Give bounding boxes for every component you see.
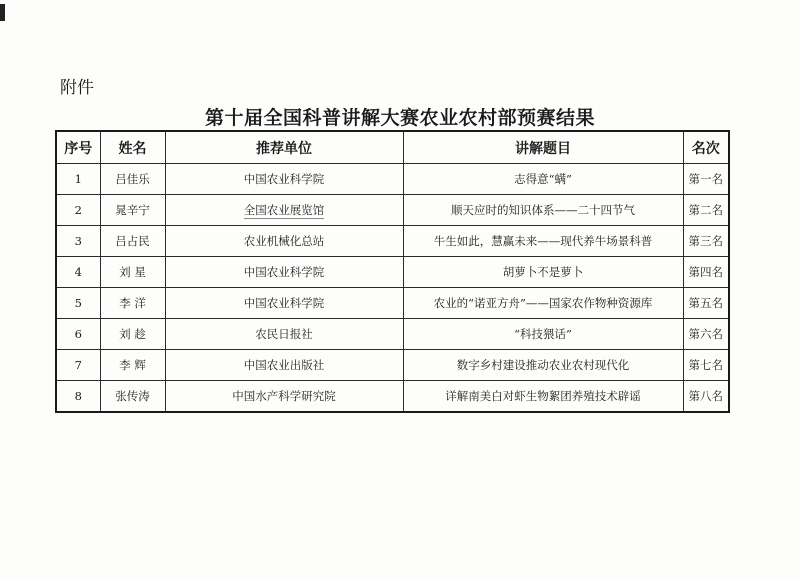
cell-index: 8 bbox=[56, 381, 100, 413]
cell-index: 3 bbox=[56, 226, 100, 257]
cell-rank: 第一名 bbox=[683, 164, 729, 195]
table-body bbox=[56, 164, 729, 413]
attachment-label: 附件 bbox=[60, 78, 94, 98]
cell-rank: 第四名 bbox=[683, 257, 729, 288]
cell-name: 李 辉 bbox=[100, 350, 165, 381]
cell-index: 1 bbox=[56, 164, 100, 195]
cell-rank: 第三名 bbox=[683, 226, 729, 257]
cell-name: 晁辛宁 bbox=[100, 195, 165, 226]
cell-unit bbox=[165, 195, 403, 226]
header-topic: 讲解题目 bbox=[403, 131, 683, 164]
document-title: 第十届全国科普讲解大赛农业农村部预赛结果 bbox=[204, 107, 595, 129]
cell-unit: 中国水产科学研究院 bbox=[165, 381, 403, 413]
cell-rank: 第七名 bbox=[683, 350, 729, 381]
cell-topic: 志得意“螨” bbox=[403, 164, 683, 195]
scan-edge-mark bbox=[0, 4, 5, 21]
cell-topic: 详解南美白对虾生物絮团养殖技术辟谣 bbox=[403, 381, 683, 413]
cell-name: 李 洋 bbox=[100, 288, 165, 319]
cell-name: 刘 星 bbox=[100, 257, 165, 288]
cell-index: 4 bbox=[56, 257, 100, 288]
cell-rank: 第二名 bbox=[683, 195, 729, 226]
cell-topic: “科技猥话” bbox=[403, 319, 683, 350]
cell-index: 7 bbox=[56, 350, 100, 381]
table-header-row bbox=[56, 131, 729, 164]
cell-unit-text: 全国农业展览馆 bbox=[243, 203, 325, 217]
cell-index: 5 bbox=[56, 288, 100, 319]
cell-name: 吕占民 bbox=[100, 226, 165, 257]
cell-name: 刘 趁 bbox=[100, 319, 165, 350]
table-row bbox=[56, 350, 729, 381]
header-rank: 名次 bbox=[683, 131, 729, 164]
cell-unit: 中国农业科学院 bbox=[165, 288, 403, 319]
cell-unit: 中国农业出版社 bbox=[165, 350, 403, 381]
cell-topic: 数字乡村建设推动农业农村现代化 bbox=[403, 350, 683, 381]
table-row bbox=[56, 381, 729, 413]
cell-index: 6 bbox=[56, 319, 100, 350]
table-row bbox=[56, 164, 729, 195]
table-row bbox=[56, 319, 729, 350]
cell-rank: 第五名 bbox=[683, 288, 729, 319]
cell-topic: 顺天应时的知识体系——二十四节气 bbox=[403, 195, 683, 226]
header-index: 序号 bbox=[56, 131, 100, 164]
cell-topic: 胡萝卜不是萝卜 bbox=[403, 257, 683, 288]
cell-unit: 农业机械化总站 bbox=[165, 226, 403, 257]
cell-rank: 第六名 bbox=[683, 319, 729, 350]
cell-unit: 农民日报社 bbox=[165, 319, 403, 350]
cell-rank: 第八名 bbox=[683, 381, 729, 413]
cell-unit: 中国农业科学院 bbox=[165, 164, 403, 195]
table-row bbox=[56, 257, 729, 288]
cell-index: 2 bbox=[56, 195, 100, 226]
header-unit: 推荐单位 bbox=[165, 131, 403, 164]
cell-topic: 农业的“诺亚方舟”——国家农作物种资源库 bbox=[403, 288, 683, 319]
header-name: 姓名 bbox=[100, 131, 165, 164]
cell-name: 张传涛 bbox=[100, 381, 165, 413]
table-row bbox=[56, 195, 729, 226]
results-table bbox=[55, 130, 730, 413]
table-row bbox=[56, 226, 729, 257]
cell-unit: 中国农业科学院 bbox=[165, 257, 403, 288]
table-row bbox=[56, 288, 729, 319]
cell-name: 吕佳乐 bbox=[100, 164, 165, 195]
cell-topic: 牛生如此，慧赢未来——现代养牛场景科普 bbox=[403, 226, 683, 257]
